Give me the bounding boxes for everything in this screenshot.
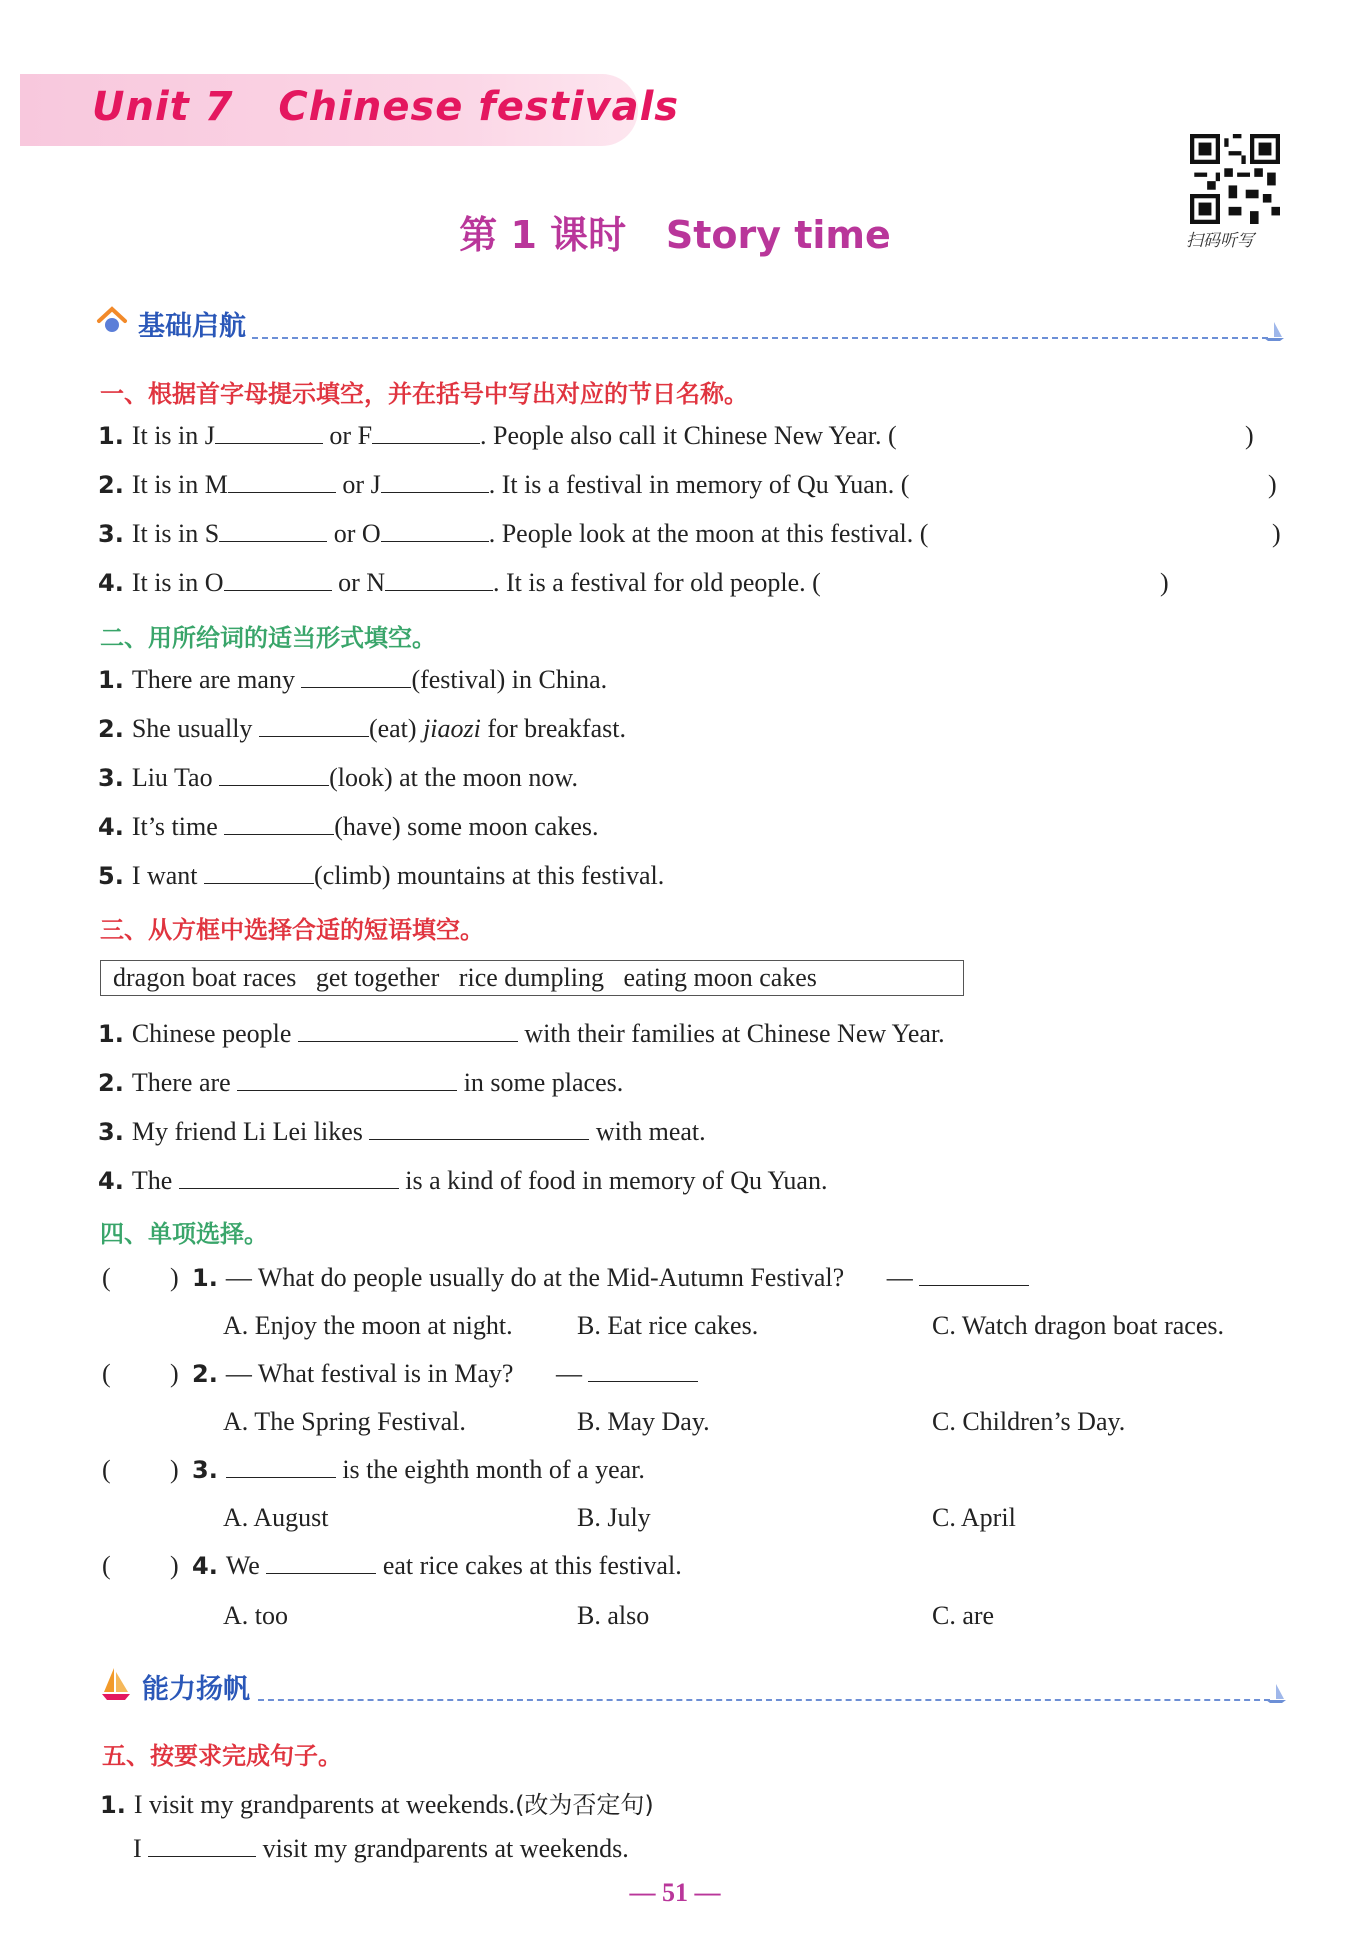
close-paren: ) [1160,568,1169,597]
option-b[interactable]: B. July [577,1503,651,1532]
lesson-title: 第 1 课时 Story time [459,213,891,257]
answer-blank[interactable] [588,1359,698,1382]
answer-paren-open: ( [102,1263,111,1292]
item-text: or J [342,470,381,499]
part4-title: 四、单项选择。 [100,1220,268,1248]
close-paren: ) [1268,470,1277,499]
question-text: We [225,1551,260,1580]
item-text: . People also call it Chinese New Year. ( [480,421,897,450]
part3-item-4 [98,1166,827,1196]
item-number: 5. [98,862,124,890]
unit-title: Unit 7 Chinese festivals [92,84,680,130]
question-text: — What do people usually do at the Mid-Autumn Festival? [225,1263,845,1292]
item-text: It is in J [131,421,215,450]
item-number: 3. [192,1456,218,1484]
mc-question-2 [192,1359,698,1389]
mc-question-1 [192,1263,1029,1293]
item-number: 1. [100,1791,126,1819]
item-text: with meat. [595,1117,706,1146]
item-text: (look) at the moon now. [329,763,578,792]
answer-blank[interactable] [298,1019,518,1042]
answer-blank[interactable] [215,421,323,444]
answer-blank[interactable] [219,519,327,542]
question-text: is the eighth month of a year. [342,1455,645,1484]
part1-item-4 [98,568,821,598]
part3-item-2 [98,1068,623,1098]
answer-blank[interactable] [226,1455,336,1478]
item-text: It is in O [131,568,224,597]
item-text: (festival) in China. [411,665,608,694]
part1-item-2 [98,470,909,500]
section-heading-basics: 基础启航 [138,311,246,342]
item-text: in some places. [463,1068,624,1097]
part5-item-1-answer [133,1834,629,1864]
answer-blank[interactable] [372,421,480,444]
part3-title: 三、从方框中选择合适的短语填空。 [100,916,484,944]
part3-item-3 [98,1117,706,1147]
item-number: 1. [98,666,124,694]
answer-blank[interactable] [266,1551,376,1574]
answer-blank[interactable] [381,470,489,493]
answer-blank[interactable] [224,812,334,835]
section-divider [258,1699,1270,1701]
item-text: It is in S [131,519,220,548]
mc-question-4 [192,1551,682,1581]
option-b[interactable]: B. Eat rice cakes. [577,1311,759,1340]
option-a[interactable]: A. The Spring Festival. [223,1407,466,1436]
part5-title: 五、按要求完成句子。 [102,1742,342,1770]
item-text: My friend Li Lei likes [131,1117,363,1146]
item-text: Liu Tao [131,763,213,792]
answer-paren-open: ( [102,1455,111,1484]
option-c[interactable]: C. April [932,1503,1016,1532]
answer-blank[interactable] [259,714,369,737]
item-text: (have) some moon cakes. [334,812,599,841]
option-b[interactable]: B. May Day. [577,1407,710,1436]
item-number: 3. [98,1118,124,1146]
item-text: The [131,1166,173,1195]
item-number: 2. [98,1069,124,1097]
part5-item-1 [100,1785,654,1820]
answer-blank[interactable] [179,1166,399,1189]
answer-blank[interactable] [224,568,332,591]
item-text: visit my grandparents at weekends. [262,1834,629,1863]
close-paren: ) [1272,519,1281,548]
item-number: 2. [98,715,124,743]
part2-item-3 [98,763,578,793]
part2-item-4 [98,812,599,842]
answer-paren-close: ) [170,1359,179,1388]
item-text: I want [131,861,198,890]
instruction-note: (改为否定句) [515,1791,654,1819]
item-number: 2. [192,1360,218,1388]
answer-blank[interactable] [301,665,411,688]
answer-dash: — [555,1359,582,1388]
answer-blank[interactable] [237,1068,457,1091]
item-text: I visit my grandparents at weekends. [133,1790,516,1819]
item-text: is a kind of food in memory of Qu Yuan. [405,1166,828,1195]
answer-blank[interactable] [381,519,489,542]
item-text: or O [333,519,381,548]
item-text-italic: jiaozi [423,714,481,743]
item-text: There are [131,1068,231,1097]
answer-paren-open: ( [102,1359,111,1388]
item-number: 4. [98,813,124,841]
item-number: 1. [98,422,124,450]
item-number: 3. [98,764,124,792]
answer-blank[interactable] [148,1834,256,1857]
part3-item-1 [98,1019,945,1049]
option-b[interactable]: B. also [577,1601,650,1630]
page-number: — 51 — [629,1878,721,1907]
answer-blank[interactable] [369,1117,589,1140]
answer-paren-open: ( [102,1551,111,1580]
sailboat-icon [1264,1682,1288,1704]
mc-question-3 [192,1455,645,1485]
answer-blank[interactable] [228,470,336,493]
item-text: (eat) [368,714,417,743]
item-text: with their families at Chinese New Year. [524,1019,945,1048]
house-icon [96,306,128,336]
item-text: There are many [131,665,295,694]
item-text: It is in M [131,470,228,499]
sail-icon [100,1666,132,1702]
item-text: . People look at the moon at this festival. ( [488,519,929,548]
item-text: . It is a festival for old people. ( [493,568,821,597]
answer-paren-close: ) [170,1455,179,1484]
answer-paren-close: ) [170,1263,179,1292]
option-c[interactable]: C. Children’s Day. [932,1407,1126,1436]
option-c[interactable]: C. are [932,1601,995,1630]
part1-item-1 [98,421,897,451]
item-text: Chinese people [131,1019,292,1048]
part1-item-3 [98,519,928,549]
part2-item-2 [98,714,626,744]
qr-label: 扫码听写 [1186,231,1254,251]
answer-blank[interactable] [219,763,329,786]
section-divider [252,337,1268,339]
part1-title: 一、根据首字母提示填空，并在括号中写出对应的节日名称。 [100,380,748,408]
item-number: 1. [98,1020,124,1048]
item-number: 4. [98,569,124,597]
answer-dash: — [886,1263,913,1292]
close-paren: ) [1245,421,1254,450]
item-number: 1. [192,1264,218,1292]
sailboat-icon [1262,320,1286,342]
question-text: — What festival is in May? [225,1359,514,1388]
item-number: 3. [98,520,124,548]
item-text: It’s time [131,812,218,841]
answer-blank[interactable] [204,861,314,884]
option-c[interactable]: C. Watch dragon boat races. [932,1311,1224,1340]
item-text: . It is a festival in memory of Qu Yuan. ( [488,470,910,499]
item-text: for breakfast. [487,714,626,743]
item-text: (climb) mountains at this festival. [314,861,665,890]
section-heading-ability: 能力扬帆 [142,1674,250,1705]
option-a[interactable]: A. Enjoy the moon at night. [223,1311,513,1340]
question-text: eat rice cakes at this festival. [382,1551,682,1580]
item-text: I [133,1834,142,1863]
item-text: She usually [131,714,253,743]
word-bank-box: dragon boat races get together rice dumpling eating moon cakes [100,960,964,996]
option-a[interactable]: A. August [223,1503,329,1532]
answer-blank[interactable] [385,568,493,591]
item-number: 4. [98,1167,124,1195]
option-a[interactable]: A. too [223,1601,288,1630]
answer-blank[interactable] [919,1263,1029,1286]
item-number: 2. [98,471,124,499]
item-number: 4. [192,1552,218,1580]
qr-code-icon [1190,134,1280,224]
answer-paren-close: ) [170,1551,179,1580]
part2-item-5 [98,861,664,891]
part2-item-1 [98,665,607,695]
part2-title: 二、用所给词的适当形式填空。 [100,624,436,652]
item-text: or N [338,568,385,597]
item-text: or F [329,421,373,450]
